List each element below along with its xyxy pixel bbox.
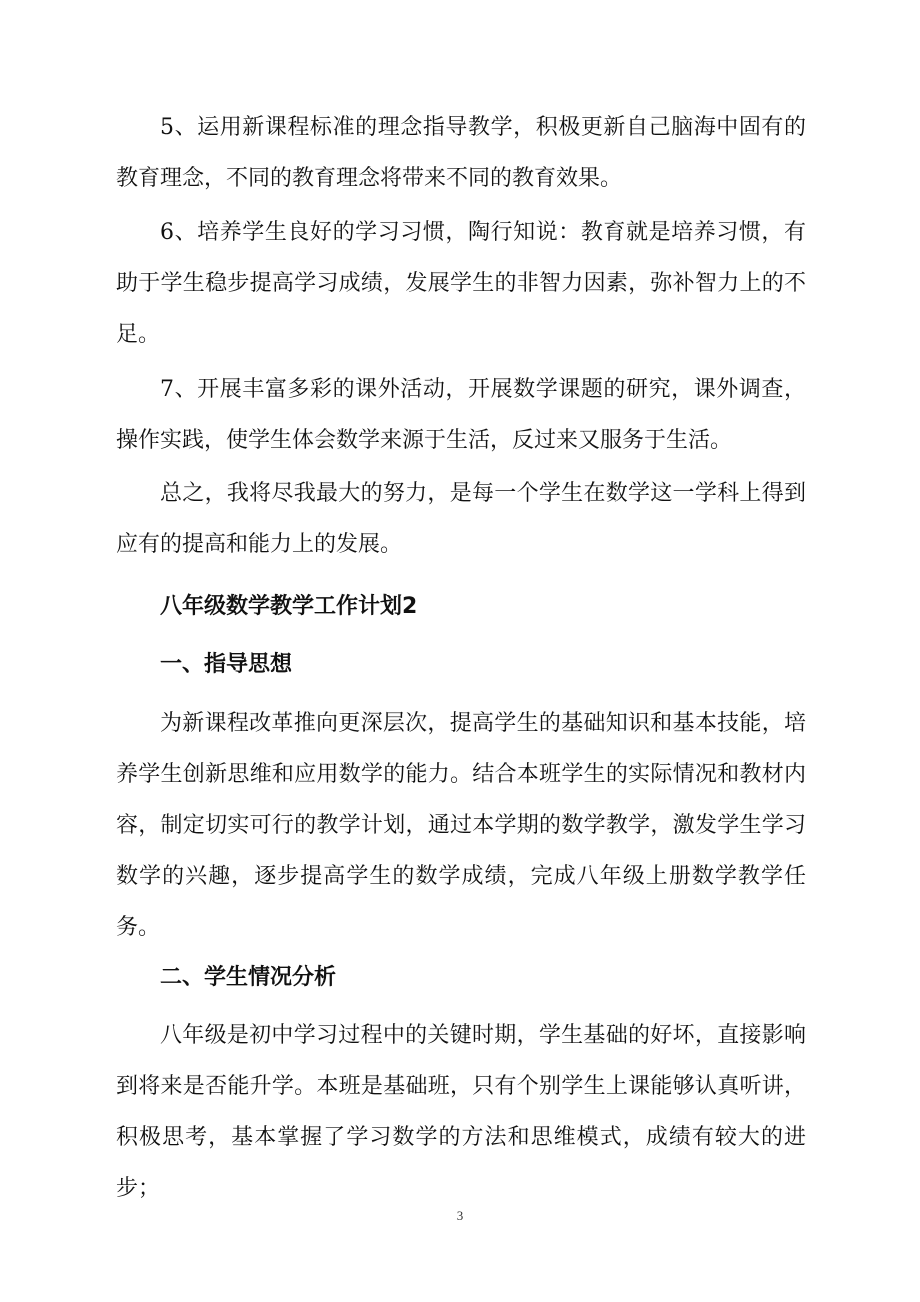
plan-title: 八年级数学教学工作计划2	[160, 594, 418, 619]
paragraph-item-5: 5、运用新课程标准的理念指导教学，积极更新自己脑海中固有的教育理念，不同的教育理念将带来不同的教育效果。	[116, 115, 806, 191]
paragraph-item-7: 7、开展丰富多彩的课外活动，开展数学课题的研究，课外调查，操作实践，使学生体会数学来源于生活，反过来又服务于生活。	[116, 377, 806, 453]
section-heading-student-analysis: 二、学生情况分析	[160, 965, 337, 990]
paragraph-guiding-thought: 为新课程改革推向更深层次，提高学生的基础知识和基本技能，培养学生创新思维和应用数学的能力。结合本班学生的实际情况和教材内容，制定切实可行的教学计划，通过本学期的数学教学，激发学生学习数学的兴趣，逐步提高学生的数学成绩，完成八年级上册数学教学任务。	[116, 711, 806, 940]
paragraph-summary: 总之，我将尽我最大的努力，是每一个学生在数学这一学科上得到应有的提高和能力上的发展。	[116, 481, 806, 557]
paragraph-item-6: 6、培养学生良好的学习习惯，陶行知说：教育就是培养习惯，有助于学生稳步提高学习成绩，发展学生的非智力因素，弥补智力上的不足。	[116, 220, 806, 347]
page-number: 3	[456, 1208, 464, 1223]
section-heading-guiding-thought: 一、指导思想	[160, 652, 293, 677]
paragraph-student-analysis: 八年级是初中学习过程中的关键时期，学生基础的好坏，直接影响到将来是否能升学。本班是基础班，只有个别学生上课能够认真听讲，积极思考，基本掌握了学习数学的方法和思维模式，成绩有较大的进步；	[116, 1023, 806, 1201]
